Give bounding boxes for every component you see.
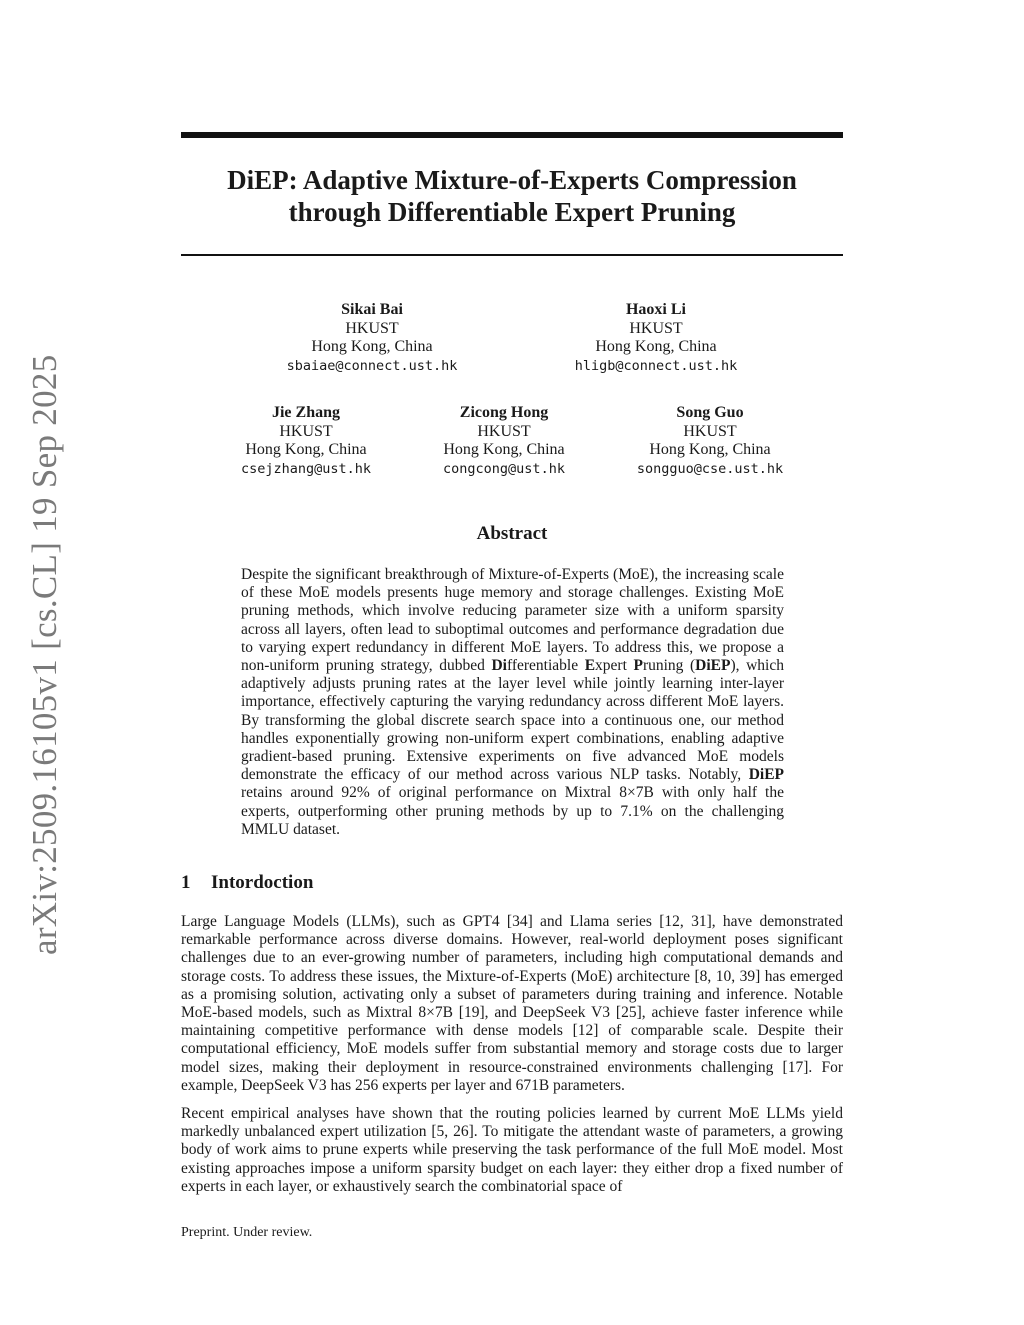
author-name: Zicong Hong [459,404,549,421]
author-affiliation: HKUST [629,319,683,337]
author-location: Hong Kong, China [443,441,565,458]
body-paragraph: Large Language Models (LLMs), such as GPT4 [34] and Llama series [12, 31], have demonstrated remarkable performance across diverse domains. However, real-world deployment poses significant challenges due to an ever-growing number of parameters, including high computational demands and storage costs. To address these issues, the Mixture-of-Experts (MoE) architecture [8, 10, 39] has emerged as a promising solution, activating only a subset of parameters during training and inference. Notable MoE-based models, such as Mixtral 8×7B [19], and DeepSeek V3 [25], achieve faster inference while maintaining competitive performance with dense models [12] of comparable scale. Despite their computational efficiency, MoE models suffer from substantial memory and storage costs due to larger model sizes, making their deployment in resource-constrained environments challenging [17]. For example, DeepSeek V3 has 256 experts per layer and 671B parameters. [181,913,843,1094]
abstract-text: ), which adaptively adjusts pruning rates at the layer level while jointly learning inter-layer importance, effectively capturing the varying redundancy across different MoE layers. By transforming the global discrete search space into a continuous one, our method handles exponentially growing non-uniform expert combinations, enabling adaptive gradient-based pruning. Extensive experiments on five advanced MoE models demonstrate the efficacy of our method across various NLP tasks. Notably, [241,657,784,784]
author-affiliation: HKUST [279,422,333,440]
page-footer: Preprint. Under review. [181,1225,313,1240]
title-bottom-rule [181,254,843,256]
author-location: Hong Kong, China [245,441,367,458]
abstract-bold: Di [491,657,507,675]
author-location: Hong Kong, China [649,441,771,458]
author-block [196,404,416,478]
abstract-text: xpert [595,657,634,675]
abstract-body [241,566,784,839]
abstract-text: retains around 92% of original performance on Mixtral 8×7B with only half the experts, outperforming other pruning methods by up to 7.1% on the challenging MMLU dataset. [241,784,784,838]
paper-title: DiEP: Adaptive Mixture-of-Experts Compression through Differentiable Expert Pruning [227,165,797,227]
abstract-bold: P [633,657,643,675]
author-block [262,301,482,375]
author-location: Hong Kong, China [311,338,433,355]
author-block [600,404,820,478]
abstract-heading: Abstract [476,523,548,544]
author-block [546,301,766,375]
body-paragraph: Recent empirical analyses have shown that the routing policies learned by current MoE LLMs yield markedly unbalanced expert utilization [5, 26]. To mitigate the attendant waste of parameters, a growing body of work aims to prune experts while preserving the task performance of the full MoE model. Most existing approaches impose a uniform sparsity budget on each layer: they either drop a fixed number of experts in each layer, or exhaustively search the combinatorial space of [181,1105,843,1195]
section-heading [181,872,313,894]
abstract-bold: DiEP [695,657,731,675]
author-name: Sikai Bai [341,301,403,318]
author-location: Hong Kong, China [595,338,717,355]
author-email: congcong@ust.hk [443,460,565,477]
author-email: songguo@cse.ust.hk [636,460,784,477]
author-block [394,404,614,478]
abstract-bold: DiEP [748,766,784,784]
author-affiliation: HKUST [477,422,531,440]
author-email: hligb@connect.ust.hk [574,357,738,374]
section-title: Intordoction [211,872,314,893]
abstract-bold: E [584,657,596,675]
arxiv-stamp: arXiv:2509.16105v1 [cs.CL] 19 Sep 2025 [25,354,64,955]
abstract-text: runing ( [642,657,696,675]
author-email: sbaiae@connect.ust.hk [286,357,458,374]
section-number: 1 [181,872,191,893]
author-name: Song Guo [676,404,744,421]
author-name: Haoxi Li [625,301,686,318]
author-affiliation: HKUST [683,422,737,440]
author-affiliation: HKUST [345,319,399,337]
title-top-rule [181,132,843,138]
abstract-text: Despite the significant breakthrough of Mixture-of-Experts (MoE), the increasing scale of these MoE models presents huge memory and storage challenges. Existing MoE pruning methods, which involve reducing parameter size with a uniform sparsity across all layers, often lead to suboptimal outcomes and performance degradation due to varying expert redundancy in different MoE layers. To address this, we propose a non-uniform pruning strategy, dubbed [241,566,784,675]
author-email: csejzhang@ust.hk [240,460,372,477]
abstract-text: fferentiable [506,657,585,675]
author-name: Jie Zhang [271,404,340,421]
